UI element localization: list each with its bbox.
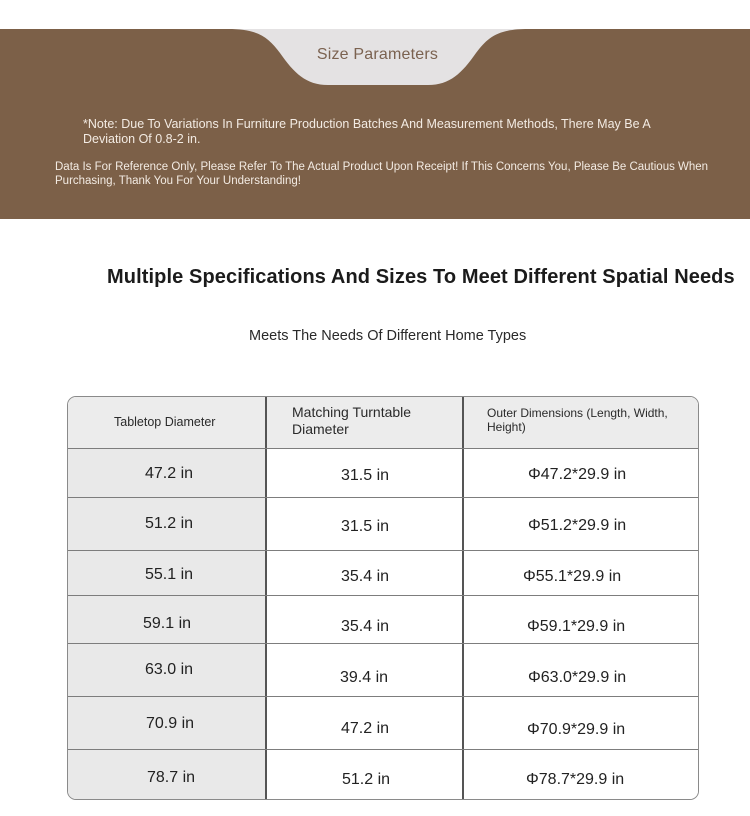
cell-turntable: 31.5 in (341, 467, 390, 484)
cell-tabletop: 70.9 in (146, 715, 195, 732)
cell-outer-dimensions: Φ55.1*29.9 in (523, 568, 622, 585)
cell-outer-dimensions: Φ51.2*29.9 in (528, 517, 627, 534)
row-divider (68, 497, 699, 498)
cell-turntable: 39.4 in (340, 669, 389, 686)
cell-outer-dimensions: Φ47.2*29.9 in (528, 466, 627, 483)
cell-outer-dimensions: Φ63.0*29.9 in (528, 669, 627, 686)
tab-title: Size Parameters (316, 46, 439, 63)
cell-outer-dimensions: Φ70.9*29.9 in (527, 721, 626, 738)
page-headline: Multiple Specifications And Sizes To Meet Different Spatial Needs (107, 266, 735, 288)
column-1-bg (68, 397, 266, 800)
row-divider (68, 550, 699, 551)
cell-tabletop: 51.2 in (145, 515, 194, 532)
row-divider (68, 749, 699, 750)
header-turntable-diameter: Matching Turntable Diameter (292, 404, 412, 437)
top-white-strip (0, 0, 750, 29)
row-divider (68, 595, 699, 596)
cell-turntable: 35.4 in (341, 568, 390, 585)
column-divider-1 (265, 397, 267, 800)
deviation-note: *Note: Due To Variations In Furniture Production Batches And Measurement Methods, There May Be A Deviation Of 0.8-2 in. (83, 117, 650, 146)
cell-tabletop: 55.1 in (145, 566, 194, 583)
header-tabletop-diameter: Tabletop Diameter (114, 415, 216, 429)
column-2-bg (266, 397, 463, 800)
row-divider (68, 696, 699, 697)
cell-turntable: 47.2 in (341, 720, 390, 737)
size-table (67, 396, 699, 800)
cell-outer-dimensions: Φ78.7*29.9 in (526, 771, 625, 788)
row-divider (68, 643, 699, 644)
cell-turntable: 51.2 in (342, 771, 391, 788)
column-divider-2 (462, 397, 464, 800)
cell-outer-dimensions: Φ59.1*29.9 in (527, 618, 626, 635)
row-divider (68, 448, 699, 449)
page-subheadline: Meets The Needs Of Different Home Types (249, 328, 527, 344)
header-outer-dimensions: Outer Dimensions (Length, Width, Height) (487, 406, 668, 434)
cell-tabletop: 63.0 in (145, 661, 194, 678)
cell-tabletop: 59.1 in (143, 615, 192, 632)
column-3-bg (463, 397, 699, 800)
reference-note: Data Is For Reference Only, Please Refer To The Actual Product Upon Receipt! If This Concerns You, Please Be Cautious When Purchasing, Thank You For Your Understanding! (55, 161, 709, 187)
cell-turntable: 31.5 in (341, 518, 390, 535)
cell-tabletop: 47.2 in (145, 465, 194, 482)
cell-tabletop: 78.7 in (147, 769, 196, 786)
cell-turntable: 35.4 in (341, 618, 390, 635)
